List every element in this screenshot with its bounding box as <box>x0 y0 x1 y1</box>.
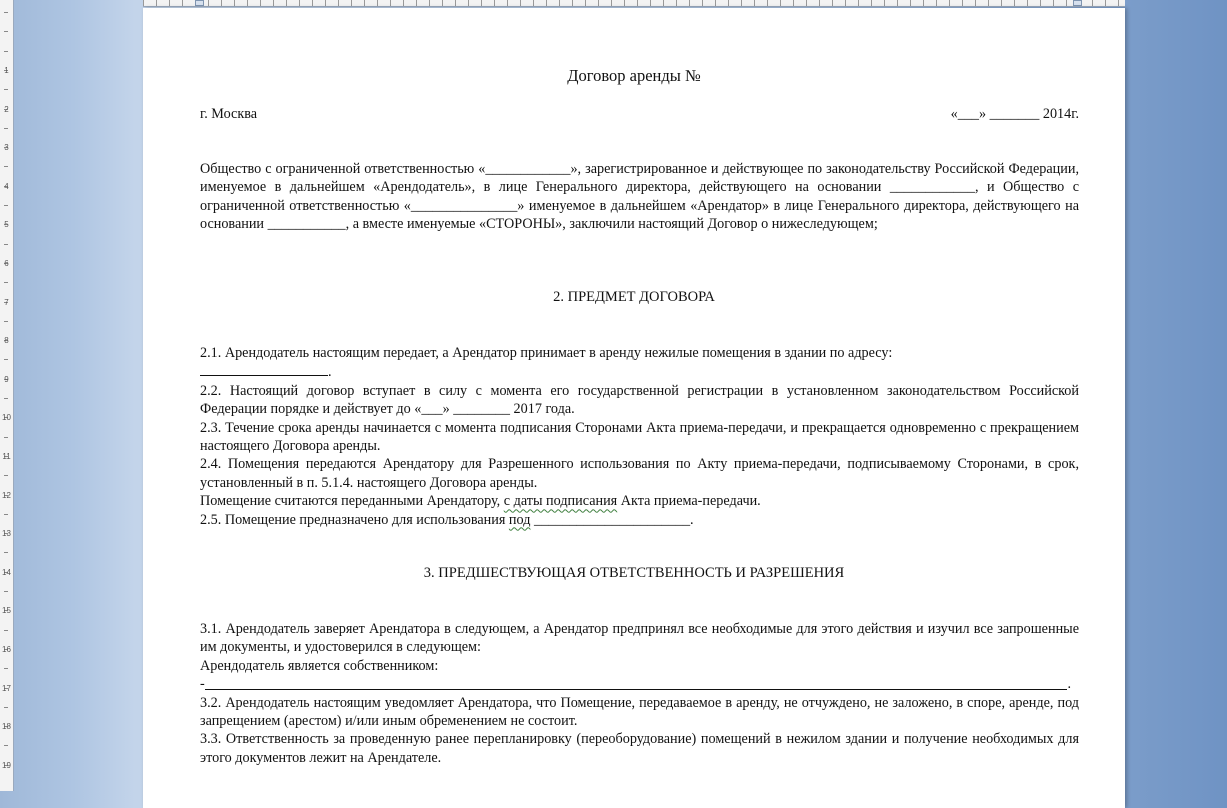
ruler-tick <box>4 359 8 360</box>
document-title: Договор аренды № <box>567 66 701 85</box>
ruler-number: 5 <box>4 220 9 230</box>
section-3-body <box>200 620 1079 767</box>
ruler-number: 14 <box>2 567 11 577</box>
ruler-tick <box>4 514 8 515</box>
clause-3-3: 3.3. Ответственность за проведенную ранее перепланировку (переоборудование) помещений в нежилом здании и получение необходимых для этого документов лежит на Арендателе. <box>200 731 1079 766</box>
preamble: Общество с ограниченной ответственностью «____________», зарегистрированное и действующее по законодательству Российской Федерации, именуемое в дальнейшем «Арендодатель», в лице Генерального директора, действующего на основании ____________, и Общество с ограниченной ответственностью «_______________» именуемое в дальнейшем «Арендатор» в лице Генерального директора, действующего на основании ___________, а вместе именуемые «СТОРОНЫ», заключили настоящий Договор о нижеследующем; <box>200 161 1079 233</box>
ruler-number: 19 <box>2 760 11 770</box>
ruler-number: 11 <box>2 452 11 461</box>
city: г. Москва <box>200 106 258 122</box>
ruler-tick <box>4 244 8 245</box>
ruler-number: 3 <box>4 143 9 153</box>
ruler-number: 18 <box>2 722 11 732</box>
ruler-tick <box>4 707 8 708</box>
ruler-number: 2 <box>4 104 9 114</box>
ruler-tick <box>4 282 8 283</box>
ruler-tick <box>4 205 8 206</box>
ruler-number: 7 <box>4 297 9 307</box>
owner-tail: . <box>1067 676 1071 693</box>
ruler-number: 17 <box>2 683 11 693</box>
owner-blank <box>205 688 1068 690</box>
clause-2-4: 2.4. Помещения передаются Арендатору для Разрешенного использования по Акту приема-передачи, подписываемому Сторонами, в срок, установленный в п. 5.1.4. настоящего Договора аренды. <box>200 456 1079 491</box>
ruler-tick <box>4 591 8 592</box>
owner-blank-line <box>200 675 1079 693</box>
contract-date: «___» _______ 2014г. <box>950 106 1079 122</box>
clause-2-2: 2.2. Настоящий договор вступает в силу с момента его государственной регистрации в установленном законодательством Российской Федерации порядке и действует до «___» ________ 2017 года. <box>200 382 1079 418</box>
ruler-tick <box>4 437 8 438</box>
grammar-flag[interactable]: с даты подписания <box>503 493 618 510</box>
ruler-tick <box>4 398 8 399</box>
ruler-tick <box>4 128 8 129</box>
vertical-ruler[interactable] <box>0 0 14 791</box>
note-part-c: Акта приема-передачи. <box>620 493 761 510</box>
clause-3-1: 3.1. Арендодатель заверяет Арендатора в следующем, а Арендатор предпринял все необходимые для этого действия и изучил все запрошенные им документы, и удостоверился в следующем: <box>200 621 1079 656</box>
ruler-tick <box>4 51 8 52</box>
clause-2-3: 2.3. Течение срока аренды начинается с момента подписания Сторонами Акта приема-передачи, и прекращается одновременно с прекращением настоящего Договора аренды. <box>200 419 1079 455</box>
clause-3-2: 3.2. Арендодатель настоящим уведомляет Арендатора, что Помещение, передаваемое в аренду, не отчуждено, не заложено, в споре, аренде, под запрещением (арестом) и/или иным обременением не состоит. <box>200 694 1079 730</box>
clause-2-1 <box>200 344 1079 362</box>
ruler-tick <box>4 89 8 90</box>
section-2-body <box>200 344 1079 529</box>
ruler-tick <box>4 630 8 631</box>
owner-line: Арендодатель является собственником: <box>200 657 439 674</box>
ruler-number: 8 <box>4 336 9 346</box>
ruler-number: 13 <box>2 529 11 539</box>
ruler-number: 12 <box>2 490 11 500</box>
ruler-tick <box>4 31 8 32</box>
ruler-tick <box>4 321 8 322</box>
ruler-tick <box>4 745 8 746</box>
ruler-number: 10 <box>2 413 11 423</box>
ruler-number: 9 <box>4 374 9 384</box>
right-indent-marker[interactable] <box>1073 0 1082 6</box>
owner-dash: - <box>200 676 205 693</box>
ruler-number: 16 <box>2 645 11 654</box>
address-blank <box>200 362 328 376</box>
ruler-number: 4 <box>4 181 9 191</box>
ruler-tick <box>4 668 8 669</box>
ruler-tick <box>4 552 8 553</box>
clause-2-1-blank <box>200 362 1079 381</box>
section-3-heading: 3. ПРЕДШЕСТВУЮЩАЯ ОТВЕТСТВЕННОСТЬ И РАЗРЕШЕНИЯ <box>423 565 845 581</box>
ruler-number: 6 <box>4 259 9 268</box>
ruler-tick <box>4 12 8 13</box>
ruler-number: 1 <box>4 66 9 75</box>
note-part-a: Помещение считаются переданными Арендатору, <box>200 493 501 510</box>
left-indent-marker[interactable] <box>195 0 204 6</box>
ruler-number: 15 <box>2 606 11 616</box>
ruler-tick <box>4 166 8 167</box>
clause-2-5-text: 2.5. Помещение предназначено для использования <box>200 511 506 528</box>
grammar-flag-2[interactable]: под <box>508 511 531 528</box>
clause-2-1-tail: . <box>328 364 332 381</box>
clause-2-5-blank: ______________________. <box>533 511 694 528</box>
section-2-heading: 2. ПРЕДМЕТ ДОГОВОРА <box>553 289 715 305</box>
clause-2-1-text: 2.1. Арендодатель настоящим передает, а Арендатор принимает в аренду нежилые помещения в здании по адресу: <box>200 345 893 361</box>
ruler-tick <box>4 475 8 476</box>
clause-2-5 <box>200 511 1079 529</box>
city-date-line <box>200 106 1079 123</box>
horizontal-ruler[interactable] <box>143 0 1125 7</box>
document-page[interactable] <box>143 8 1125 808</box>
clause-2-4-note <box>200 492 1079 510</box>
